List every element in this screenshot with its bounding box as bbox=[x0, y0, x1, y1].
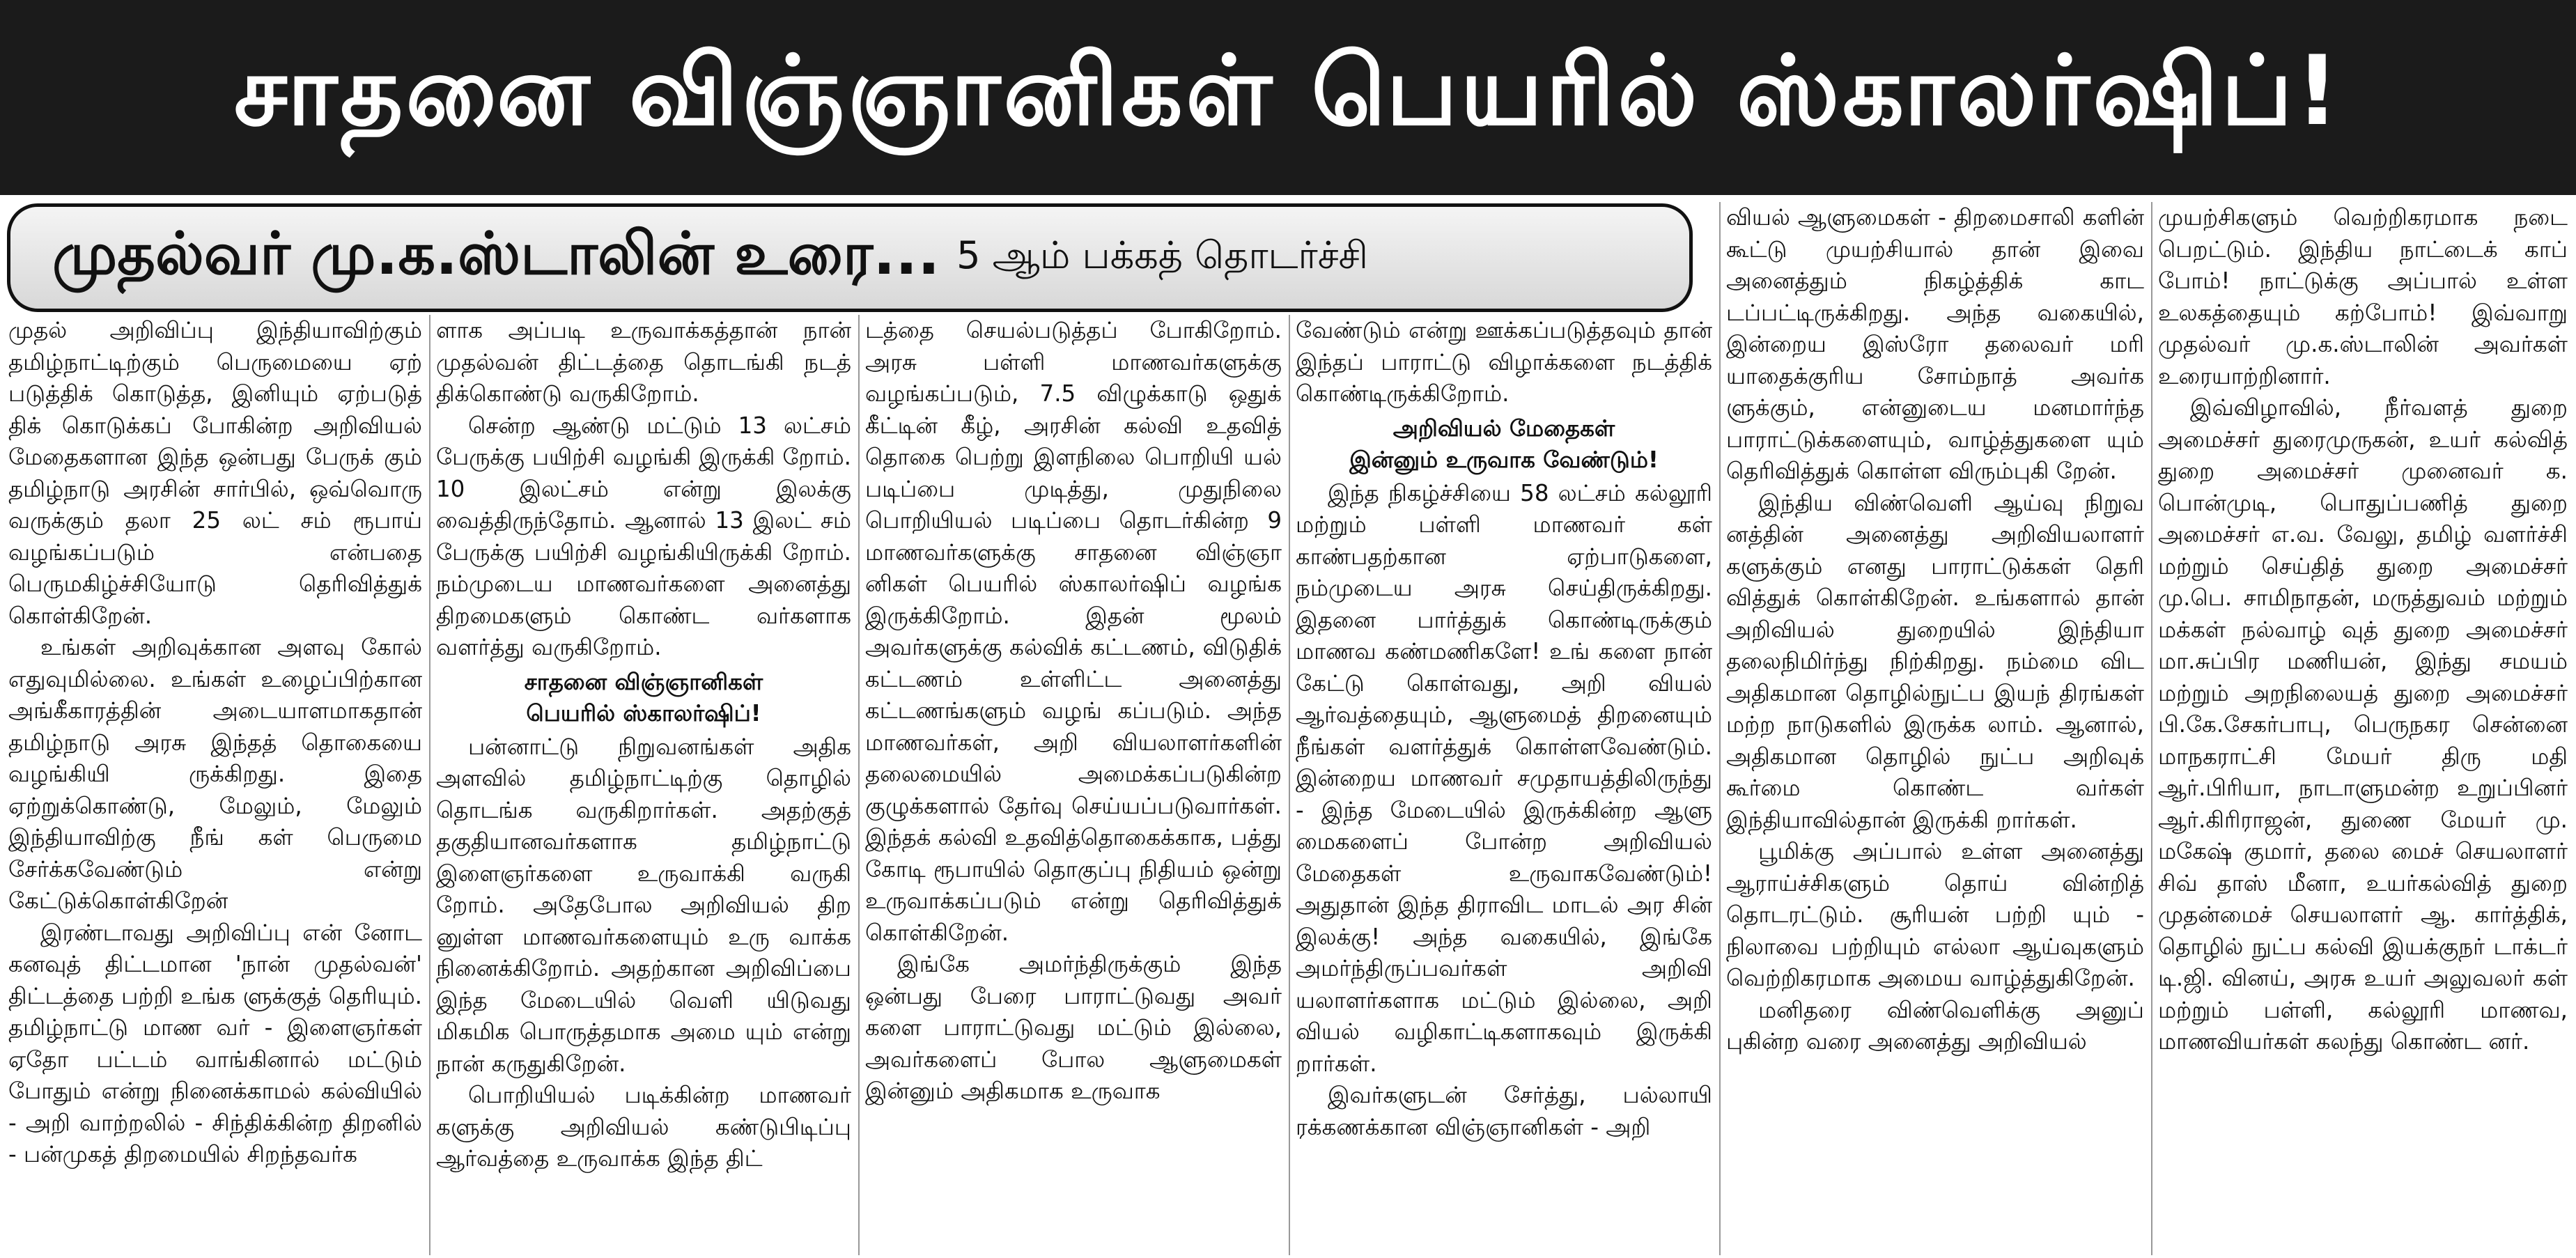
paragraph: இந்த நிகழ்ச்சியை 58 லட்சம் கல்லூரி மற்றும் பள்ளி மாணவர் கள் காண்பதற்கான ஏற்பாடுகளை, நம்முடைய அரசு செய்திருக்கிறது. இதனை பார்த்துக் கொண்டிருக்கும் மாணவ கண்மணிகளே! உங் களை நான் கேட்டு கொள்வது, அறி வியல் ஆர்வத்தையும், ஆளுமைத் திறனையும் நீங்கள் வளர்த்துக் கொள்ளவேண்டும். இன்றைய மாணவர் சமுதாயத்திலிருந்து - இந்த மேடையில் இருக்கின்ற ஆளு மைகளைப் போன்ற அறிவியல் மேதைகள் உருவாகவேண்டும்! அதுதான் இந்த திராவிட மாடல் அர சின் இலக்கு! அந்த வகையில், இங்கே அமர்ந்திருப்பவர்கள் அறிவி யலாளர்களாக மட்டும் இல்லை, அறி வியல் வழிகாட்டிகளாகவும் இருக்கி றார்கள். bbox=[1296, 479, 1712, 1077]
article-column-4 bbox=[1291, 315, 1716, 1255]
subheadline-main: முதல்வர் மு.க.ஸ்டாலின் உரை... bbox=[52, 219, 940, 288]
subheadline-box bbox=[7, 203, 1693, 312]
column-divider bbox=[429, 315, 430, 1255]
column-divider bbox=[1719, 202, 1721, 1255]
column-divider bbox=[858, 315, 860, 1255]
paragraph: மனிதரை விண்வெளிக்கு அனுப் புகின்ற வரை அனைத்து அறிவியல் bbox=[1726, 996, 2144, 1055]
article-column-6 bbox=[2154, 202, 2572, 1255]
paragraph: பொறியியல் படிக்கின்ற மாணவர் களுக்கு அறிவியல் கண்டுபிடிப்பு ஆர்வத்தை உருவாக்க இந்த திட் bbox=[436, 1082, 851, 1172]
paragraph: பன்னாட்டு நிறுவனங்கள் அதிக அளவில் தமிழ்நாட்டிற்கு தொழில் தொடங்க வருகிறார்கள். அதற்குத் தகுதியானவர்களாக தமிழ்நாட்டு இளைஞர்களை உருவாக்கி வருகி றோம். அதேபோல அறிவியல் திற னுள்ள மாணவர்களையும் உரு வாக்க நினைக்கிறோம். அதற்கான அறிவிப்பை இந்த மேடையில் வெளி யிடுவது மிகமிக பொருத்தமாக அமை யும் என்று நான் கருதுகிறேன். bbox=[436, 733, 851, 1077]
paragraph: முயற்சிகளும் வெற்றிகரமாக நடை பெறட்டும். இந்திய நாட்டைக் காப் போம்! நாட்டுக்கு அப்பால் உள்ள உலகத்தையும் கற்போம்! இவ்வாறு முதல்வர் மு.க.ஸ்டாலின் அவர்கள் உரையாற்றினார். bbox=[2158, 204, 2568, 389]
article-column-3 bbox=[861, 315, 1286, 1255]
column-divider bbox=[1289, 315, 1290, 1255]
paragraph: இரண்டாவது அறிவிப்பு என் னோட கனவுத் திட்டமான 'நான் முதல்வன்' திட்டத்தை பற்றி உங்க ளுக்குத் தெரியும். தமிழ்நாட்டு மாண வர் - இளைஞர்கள் ஏதோ பட்டம் வாங்கினால் மட்டும் போதும் என்று நினைக்காமல் கல்வியில் - அறி வாற்றலில் - சிந்திக்கின்ற திறனில் - பன்முகத் திறமையில் சிறந்தவர்க bbox=[8, 919, 422, 1167]
paragraph: இவர்களுடன் சேர்த்து, பல்லாயி ரக்கணக்கான விஞ்ஞானிகள் - அறி bbox=[1296, 1082, 1712, 1140]
article-column-5 bbox=[1722, 202, 2148, 1255]
subheadline-continuation: 5 ஆம் பக்கத் தொடர்ச்சி bbox=[956, 233, 1368, 277]
paragraph: ளாக அப்படி உருவாக்கத்தான் நான் முதல்வன் திட்டத்தை தொடங்கி நடத் திக்கொண்டு வருகிறோம். bbox=[436, 317, 851, 407]
paragraph: முதல் அறிவிப்பு இந்தியாவிற்கும் தமிழ்நாட்டிற்கும் பெருமையை ஏற் படுத்திக் கொடுத்த, இனியும் ஏற்படுத் திக் கொடுக்கப் போகின்ற அறிவியல் மேதைகளான இந்த ஒன்பது பேருக் கும் தமிழ்நாடு அரசின் சார்பில், ஒவ்வொரு வருக்கும் தலா 25 லட் சம் ரூபாய் வழங்கப்படும் என்பதை பெருமகிழ்ச்சியோடு தெரிவித்துக் கொள்கிறேன். bbox=[8, 317, 422, 629]
paragraph: வேண்டும் என்று ஊக்கப்படுத்தவும் தான் இந்தப் பாராட்டு விழாக்களை நடத்திக் கொண்டிருக்கிறோம். bbox=[1296, 317, 1712, 407]
column-divider bbox=[2151, 202, 2152, 1255]
paragraph: வியல் ஆளுமைகள் - திறமைசாலி களின் கூட்டு முயற்சியால் தான் இவை அனைத்தும் நிகழ்த்திக் காட டப்பட்டிருக்கிறது. அந்த வகையில், இன்றைய இஸ்ரோ தலைவர் மரி யாதைக்குரிய சோம்நாத் அவர்க ளுக்கும், என்னுடைய மனமார்ந்த பாராட்டுக்களையும், வாழ்த்துகளை யும் தெரிவித்துக் கொள்ள விரும்புகி றேன். bbox=[1726, 204, 2144, 484]
paragraph: இவ்விழாவில், நீர்வளத் துறை அமைச்சர் துரைமுருகன், உயர் கல்வித் துறை அமைச்சர் முனைவர் க. பொன்முடி, பொதுப்பணித் துறை அமைச்சர் எ.வ. வேலு, தமிழ் வளர்ச்சி மற்றும் செய்தித் துறை அமைச்சர் மு.பெ. சாமிநாதன், மருத்துவம் மற்றும் மக்கள் நல்வாழ் வுத் துறை அமைச்சர் மா.சுப்பிர மணியன், இந்து சமயம் மற்றும் அறநிலையத் துறை அமைச்சர் பி.கே.சேகர்பாபு, பெருநகர சென்னை மாநகராட்சி மேயர் திரு மதி ஆர்.பிரியா, நாடாளுமன்ற உறுப்பினர் ஆர்.கிரிராஜன், துணை மேயர் மு. மகேஷ் குமார், தலை மைச் செயலாளர் சிவ் தாஸ் மீனா, உயர்கல்வித் துறை முதன்மைச் செயலாளர் ஆ. கார்த்திக், தொழில் நுட்ப கல்வி இயக்குநர் டாக்டர் டி.ஜி. வினய், அரசு உயர் அலுவலர் கள் மற்றும் பள்ளி, கல்லூரி மாணவ, மாணவியர்கள் கலந்து கொண்ட னர். bbox=[2158, 394, 2568, 1055]
article-column-1 bbox=[4, 315, 426, 1255]
paragraph: பூமிக்கு அப்பால் உள்ள அனைத்து ஆராய்ச்சிகளும் தொய் வின்றித் தொடரட்டும். சூரியன் பற்றி யும் - நிலாவை பற்றியும் எல்லா ஆய்வுகளும் வெற்றிகரமாக அமைய வாழ்த்துகிறேன். bbox=[1726, 838, 2144, 991]
headline-banner bbox=[0, 0, 2576, 195]
paragraph: இங்கே அமர்ந்திருக்கும் இந்த ஒன்பது பேரை பாராட்டுவது அவர் களை பாராட்டுவது மட்டும் இல்லை, அவர்களைப் போல ஆளுமைகள் இன்னும் அதிகமாக உருவாக bbox=[865, 951, 1282, 1104]
article-column-2 bbox=[432, 315, 855, 1255]
paragraph: சென்ற ஆண்டு மட்டும் 13 லட்சம் பேருக்கு பயிற்சி வழங்கி இருக்கி றோம். 10 இலட்சம் என்று இலக்கு வைத்திருந்தோம். ஆனால் 13 இலட் சம் பேருக்கு பயிற்சி வழங்கியிருக்கி றோம். நம்முடைய மாணவர்களை அனைத்து திறமைகளும் கொண்ட வர்களாக வளர்த்து வருகிறோம். bbox=[436, 412, 851, 660]
column-subheading: அறிவியல் மேதைகள் இன்னும் உருவாக வேண்டும்! bbox=[1349, 414, 1659, 473]
paragraph: இந்திய விண்வெளி ஆய்வு நிறுவ னத்தின் அனைத்து அறிவியலாளர் களுக்கும் எனது பாராட்டுக்கள் தெரி வித்துக் கொள்கிறேன். உங்களால் தான் அறிவியல் துறையில் இந்தியா தலைநிமிர்ந்து நிற்கிறது. நம்மை விட அதிகமான தொழில்நுட்ப இயந் திரங்கள் மற்ற நாடுகளில் இருக்க லாம். ஆனால், அதிகமான தொழில் நுட்ப அறிவுக் கூர்மை கொண்ட வர்கள் இந்தியாவில்தான் இருக்கி றார்கள். bbox=[1726, 489, 2144, 833]
column-subheading: சாதனை விஞ்ஞானிகள் பெயரில் ஸ்காலர்ஷிப்! bbox=[524, 668, 763, 727]
headline: சாதனை விஞ்ஞானிகள் பெயரில் ஸ்காலர்ஷிப்! bbox=[233, 35, 2343, 147]
paragraph: உங்கள் அறிவுக்கான அளவு கோல் எதுவுமில்லை. உங்கள் உழைப்பிற்கான அங்கீகாரத்தின் அடையாளமாகதான் தமிழ்நாடு அரசு இந்தத் தொகையை வழங்கியி ருக்கிறது. இதை ஏற்றுக்கொண்டு, மேலும், மேலும் இந்தியாவிற்கு நீங் கள் பெருமை சேர்க்கவேண்டும் என்று கேட்டுக்கொள்கிறேன் bbox=[8, 634, 422, 914]
paragraph: டத்தை செயல்படுத்தப் போகிறோம். அரசு பள்ளி மாணவர்களுக்கு வழங்கப்படும், 7.5 விழுக்காடு ஒதுக் கீட்டின் கீழ், அரசின் கல்வி உதவித் தொகை பெற்று இளநிலை பொறியி யல் படிப்பை முடித்து, முதுநிலை பொறியியல் படிப்பை தொடர்கின்ற 9 மாணவர்களுக்கு சாதனை விஞ்ஞா னிகள் பெயரில் ஸ்காலர்ஷிப் வழங்க இருக்கிறோம். இதன் மூலம் அவர்களுக்கு கல்விக் கட்டணம், விடுதிக் கட்டணம் உள்ளிட்ட அனைத்து கட்டணங்களும் வழங் கப்படும். அந்த மாணவர்கள், அறி வியலாளர்களின் தலைமையில் அமைக்கப்படுகின்ற குழுக்களால் தேர்வு செய்யப்படுவார்கள். இந்தக் கல்வி உதவித்தொகைக்காக, பத்து கோடி ரூபாயில் தொகுப்பு நிதியம் ஒன்று உருவாக்கப்படும் என்று தெரிவித்துக் கொள்கிறேன். bbox=[865, 317, 1282, 946]
